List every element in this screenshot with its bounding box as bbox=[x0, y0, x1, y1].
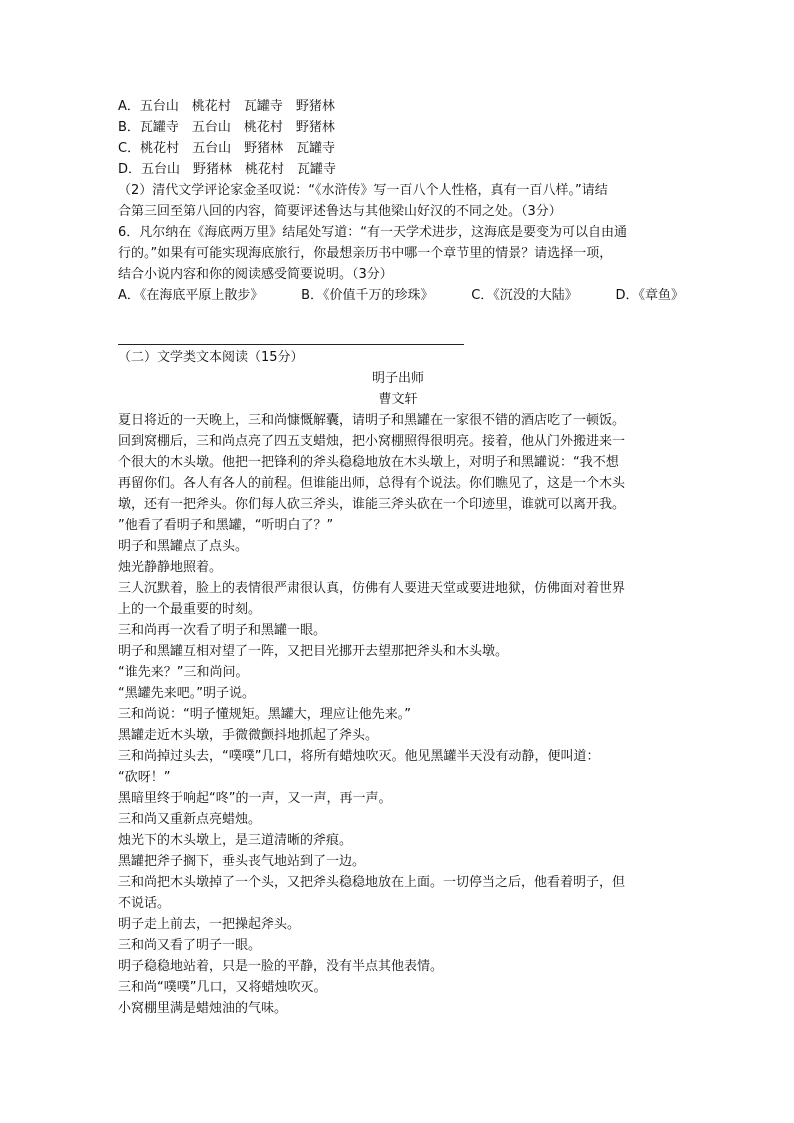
story-title: 明子出师 bbox=[371, 371, 424, 386]
q5-option-c: C．桃花村 五台山 野猪林 瓦罐寺 bbox=[118, 141, 336, 156]
story-line: 明子和黑罐点了点头。 bbox=[118, 539, 249, 554]
q5-option-d: D．五台山 野猪林 桃花村 瓦罐寺 bbox=[118, 162, 337, 177]
q5-sub2-line: （2）清代文学评论家金圣叹说：“《水浒传》写一百八个人性格，真有一百八样。”请结 bbox=[118, 183, 608, 198]
q6-line: 行的。”如果有可能实现海底旅行，你最想亲历书中哪一个章节里的情景？请选择一项， bbox=[118, 246, 613, 261]
story-line: 黑罐把斧子搁下，垂头丧气地站到了一边。 bbox=[118, 854, 366, 869]
story-line: 明子和黑罐互相对望了一阵，又把目光挪开去望那把斧头和木头墩。 bbox=[118, 644, 509, 659]
story-line: 不说话。 bbox=[118, 896, 171, 911]
story-line: 上的一个最重要的时刻。 bbox=[118, 602, 262, 617]
story-line: 小窝棚里满是蜡烛油的气味。 bbox=[118, 1001, 288, 1016]
story-line: 夏日将近的一天晚上，三和尚慷慨解囊，请明子和黑罐在一家很不错的酒店吃了一顿饭。 bbox=[118, 413, 626, 428]
story-line: 三和尚掉过头去，“噗噗”几口，将所有蜡烛吹灭。他见黑罐半天没有动静，便叫道： bbox=[118, 749, 600, 764]
story-line: “黑罐先来吧。”明子说。 bbox=[118, 686, 255, 701]
story-line: “谁先来？”三和尚问。 bbox=[118, 665, 249, 680]
section-heading: （二）文学类文本阅读（15分） bbox=[118, 350, 304, 365]
story-line: 再留你们。各人有各人的前程。但谁能出师，总得有个说法。你们瞧见了，这是一个木头 bbox=[118, 476, 626, 491]
q6-option-d: D．《章鱼》 bbox=[615, 288, 684, 303]
q6-line: 结合小说内容和你的阅读感受简要说明。（3分） bbox=[118, 267, 393, 282]
story-line: 三和尚再一次看了明子和黑罐一眼。 bbox=[118, 623, 327, 638]
story-line: 个很大的木头墩。他把一把锋利的斧头稳稳地放在木头墩上，对明子和黑罐说：“我不想 bbox=[118, 455, 619, 470]
story-line: 三人沉默着，脸上的表情很严肃很认真，仿佛有人要进天堂或要进地狱，仿佛面对着世界 bbox=[118, 581, 626, 596]
story-line: 明子走上前去，一把操起斧头。 bbox=[118, 917, 301, 932]
story-line: 烛光下的木头墩上，是三道清晰的斧痕。 bbox=[118, 833, 353, 848]
story-line: 黑暗里终于响起“咚”的一声，又一声，再一声。 bbox=[118, 791, 392, 806]
story-line: 三和尚“噗噗”几口，又将蜡烛吹灭。 bbox=[118, 980, 327, 995]
q5-sub2-line: 合第三回至第八回的内容，简要评述鲁达与其他梁山好汉的不同之处。（3分） bbox=[118, 204, 562, 219]
story-line: 三和尚又看了明子一眼。 bbox=[118, 938, 262, 953]
story-line: 三和尚说：“明子懂规矩。黑罐大，理应让他先来。” bbox=[118, 707, 411, 722]
story-line: 回到窝棚后，三和尚点亮了四五支蜡烛，把小窝棚照得很明亮。接着，他从门外搬进来一 bbox=[118, 434, 626, 449]
story-body bbox=[118, 410, 678, 1019]
q6-options bbox=[118, 285, 684, 306]
story-line: 墩，还有一把斧头。你们每人砍三斧头，谁能三斧头砍在一个印迹里，谁就可以离开我。 bbox=[118, 497, 626, 512]
story-line: 黑罐走近木头墩，手微微颤抖地抓起了斧头。 bbox=[118, 728, 379, 743]
story-line: 烛光静静地照着。 bbox=[118, 560, 223, 575]
story-line: 三和尚又重新点亮蜡烛。 bbox=[118, 812, 262, 827]
q5-option-b: B．瓦罐寺 五台山 桃花村 野猪林 bbox=[118, 120, 335, 135]
story-line: 明子稳稳地站着，只是一脸的平静，没有半点其他表情。 bbox=[118, 959, 444, 974]
q6-line: 6．凡尔纳在《海底两万里》结尾处写道：“有一天学术进步，这海底是要变为可以自由通 bbox=[118, 225, 628, 240]
q6-option-b: B．《价值千万的珍珠》 bbox=[301, 288, 434, 303]
q5-option-a: A．五台山 桃花村 瓦罐寺 野猪林 bbox=[118, 99, 335, 114]
q6-option-c: C．《沉没的大陆》 bbox=[471, 288, 578, 303]
story-line: 三和尚把木头墩掉了一个头，又把斧头稳稳地放在上面。一切停当之后，他看着明子，但 bbox=[118, 875, 626, 890]
story-author: 曹文轩 bbox=[378, 392, 418, 407]
reading-section bbox=[118, 347, 678, 1019]
q6-option-a: A．《在海底平原上散步》 bbox=[118, 288, 264, 303]
q5-options bbox=[118, 96, 684, 306]
story-line: ”他看了看明子和黑罐，“听明白了？” bbox=[118, 518, 334, 533]
section-divider bbox=[118, 344, 464, 345]
story-line: “砍呀！” bbox=[118, 770, 171, 785]
